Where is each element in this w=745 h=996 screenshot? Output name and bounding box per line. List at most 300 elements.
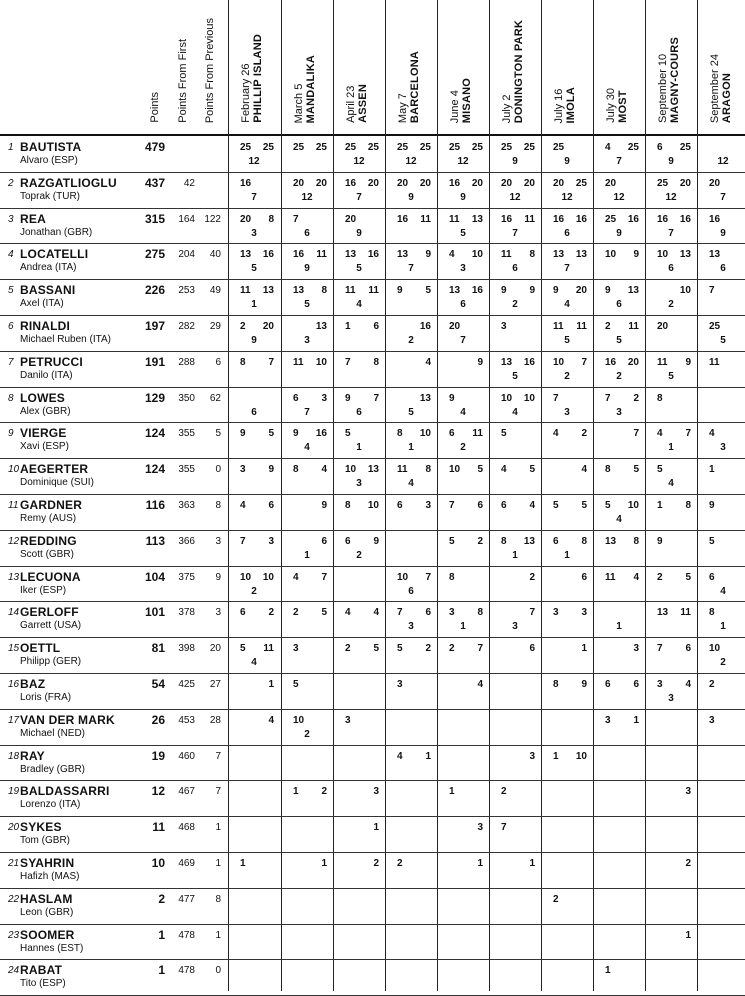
race1-points: 8 xyxy=(397,428,403,440)
points-from-previous: 49 xyxy=(209,285,221,297)
points-from-previous: 5 xyxy=(215,428,221,440)
superpole-points: 12 xyxy=(509,191,521,203)
race1-points: 2 xyxy=(657,571,663,583)
race2-points: 13 xyxy=(523,535,535,547)
round-result-cell xyxy=(281,136,333,171)
race2-points: 7 xyxy=(477,643,483,655)
rider-first-name-nation: Hannes (EST) xyxy=(20,942,84,954)
race2-points: 7 xyxy=(373,392,379,404)
round-result-cell xyxy=(281,387,333,422)
race1-points: 10 xyxy=(397,571,409,583)
race2-points: 6 xyxy=(321,535,327,547)
round-result-cell xyxy=(333,422,385,457)
round-result-cell xyxy=(228,279,280,314)
round-result-cell xyxy=(645,566,697,601)
race1-points: 3 xyxy=(449,607,455,619)
race2-points: 16 xyxy=(575,213,587,225)
race1-points: 2 xyxy=(501,786,507,798)
race1-points: 10 xyxy=(501,392,513,404)
round-result-cell xyxy=(437,959,489,994)
rider-points: 315 xyxy=(144,211,165,226)
race2-points: 9 xyxy=(529,285,535,297)
race1-points: 3 xyxy=(657,679,663,690)
points-from-previous: 6 xyxy=(215,356,221,368)
round-result-cell xyxy=(541,136,593,171)
superpole-points: 2 xyxy=(304,728,310,740)
round-result-cell xyxy=(645,852,697,887)
superpole-points: 4 xyxy=(564,299,570,311)
race2-points: 1 xyxy=(477,858,483,869)
round-result-cell xyxy=(541,279,593,314)
round-name: DONINGTON PARK xyxy=(513,19,525,123)
round-result-cell xyxy=(385,959,437,994)
rider-first-name-nation: Michael Ruben (ITA) xyxy=(20,334,111,345)
points-from-first: 366 xyxy=(178,535,195,547)
round-result-cell xyxy=(697,745,745,780)
round-result-cell xyxy=(593,888,645,923)
table-row xyxy=(0,387,745,423)
round-result-cell xyxy=(697,637,745,672)
round-name: IMOLA xyxy=(565,86,577,123)
race2-points: 5 xyxy=(685,571,691,583)
round-result-cell xyxy=(541,208,593,243)
points-from-first: 425 xyxy=(178,679,195,690)
race1-points: 11 xyxy=(293,356,304,368)
race2-points: 5 xyxy=(268,428,274,440)
race1-points: 6 xyxy=(657,142,663,153)
round-result-cell xyxy=(593,422,645,457)
race1-points: 9 xyxy=(657,535,663,547)
rider-first-name-nation: Tito (ESP) xyxy=(20,978,66,990)
race1-points: 7 xyxy=(397,607,403,619)
race2-points: 13 xyxy=(367,464,379,476)
superpole-points: 6 xyxy=(251,406,257,418)
round-name: MOST xyxy=(617,90,629,123)
rider-position: 9 xyxy=(8,428,14,440)
race1-points: 6 xyxy=(605,679,611,690)
round-result-cell xyxy=(385,422,437,457)
round-result-cell xyxy=(281,494,333,529)
race2-points: 5 xyxy=(425,285,431,297)
race2-points: 13 xyxy=(627,285,639,297)
points-from-previous: 1 xyxy=(215,822,221,834)
table-row xyxy=(0,351,745,387)
race2-points: 8 xyxy=(425,464,431,476)
race1-points: 3 xyxy=(397,679,403,690)
round-result-cell xyxy=(697,816,745,851)
round-header xyxy=(605,88,629,123)
round-result-cell xyxy=(541,351,593,386)
race1-points: 25 xyxy=(345,142,357,153)
round-name: MISANO xyxy=(461,77,473,123)
race2-points: 8 xyxy=(633,535,639,547)
race2-points: 25 xyxy=(419,142,431,153)
rider-last-name: REDDING xyxy=(20,533,77,548)
round-result-cell xyxy=(385,709,437,744)
race1-points: 5 xyxy=(345,428,351,440)
round-result-cell xyxy=(489,136,541,171)
round-result-cell xyxy=(541,601,593,636)
table-row xyxy=(0,745,745,781)
points-from-first: 355 xyxy=(178,464,195,476)
round-result-cell xyxy=(541,172,593,207)
race1-points: 11 xyxy=(240,285,251,297)
race1-points: 5 xyxy=(553,500,559,511)
round-result-cell xyxy=(489,601,541,636)
round-result-cell xyxy=(489,673,541,708)
rider-position: 1 xyxy=(8,142,14,153)
superpole-points: 4 xyxy=(356,299,362,311)
rider-points: 12 xyxy=(151,784,165,799)
round-date: June 4 xyxy=(449,89,461,123)
race2-points: 3 xyxy=(425,500,431,511)
race1-points: 10 xyxy=(657,249,669,261)
round-result-cell xyxy=(281,673,333,708)
superpole-points: 3 xyxy=(564,406,570,418)
round-result-cell xyxy=(489,208,541,243)
superpole-points: 1 xyxy=(668,442,674,454)
points-from-previous-column-header: Points From Previous xyxy=(204,17,216,123)
race2-points: 25 xyxy=(523,142,535,153)
round-result-cell xyxy=(541,422,593,457)
rider-first-name-nation: Philipp (GER) xyxy=(20,656,82,668)
round-result-cell xyxy=(437,422,489,457)
round-result-cell xyxy=(385,780,437,815)
round-result-cell xyxy=(333,745,385,780)
round-result-cell xyxy=(489,387,541,422)
rider-last-name: SOOMER xyxy=(20,927,75,942)
superpole-points: 3 xyxy=(460,263,466,275)
race2-points: 3 xyxy=(685,786,691,798)
round-date: July 16 xyxy=(553,88,565,123)
superpole-points: 12 xyxy=(613,191,625,203)
race2-points: 10 xyxy=(419,428,431,440)
round-result-cell xyxy=(385,852,437,887)
round-result-cell xyxy=(281,852,333,887)
race2-points: 10 xyxy=(679,285,691,297)
rider-last-name: LOWES xyxy=(20,390,65,405)
round-result-cell xyxy=(593,243,645,278)
race2-points: 1 xyxy=(268,679,274,690)
round-result-cell xyxy=(645,530,697,565)
points-from-previous: 122 xyxy=(204,213,221,225)
race2-points: 13 xyxy=(471,213,483,225)
race1-points: 9 xyxy=(501,285,507,297)
race1-points: 2 xyxy=(240,321,246,332)
round-result-cell xyxy=(281,745,333,780)
rider-position: 12 xyxy=(8,535,20,547)
race1-points: 20 xyxy=(501,177,513,189)
rider-position: 23 xyxy=(8,929,20,941)
round-name: MANDALIKA xyxy=(305,54,317,123)
superpole-points: 5 xyxy=(251,263,257,275)
points-from-previous: 20 xyxy=(209,643,221,655)
rider-points: 191 xyxy=(144,354,165,369)
round-result-cell xyxy=(228,780,280,815)
round-result-cell xyxy=(593,959,645,994)
race1-points: 4 xyxy=(553,428,559,440)
points-from-previous: 3 xyxy=(215,607,221,619)
race1-points: 3 xyxy=(553,607,559,619)
rider-points: 275 xyxy=(144,247,165,262)
race2-points: 4 xyxy=(321,464,327,476)
race1-points: 16 xyxy=(240,177,252,189)
race2-points: 8 xyxy=(685,500,691,511)
points-column-header: Points xyxy=(149,92,161,123)
points-from-first: 363 xyxy=(178,500,195,511)
round-result-cell xyxy=(489,637,541,672)
race1-points: 1 xyxy=(657,500,663,511)
round-result-cell xyxy=(437,637,489,672)
superpole-points: 1 xyxy=(356,442,362,454)
superpole-points: 3 xyxy=(616,406,622,418)
round-result-cell xyxy=(489,924,541,959)
table-row xyxy=(0,852,745,888)
race2-points: 20 xyxy=(575,285,587,297)
round-result-cell xyxy=(697,315,745,350)
superpole-points: 6 xyxy=(564,227,570,239)
table-row xyxy=(0,243,745,279)
rider-first-name-nation: Jonathan (GBR) xyxy=(20,226,93,238)
rider-last-name: RAY xyxy=(20,748,45,763)
round-result-cell xyxy=(385,315,437,350)
round-result-cell xyxy=(228,709,280,744)
round-result-cell xyxy=(697,208,745,243)
race1-points: 2 xyxy=(553,893,559,905)
round-result-cell xyxy=(697,530,745,565)
race2-points: 8 xyxy=(321,285,327,297)
race2-points: 25 xyxy=(679,142,691,153)
race2-points: 9 xyxy=(321,500,327,511)
round-result-cell xyxy=(281,816,333,851)
superpole-points: 12 xyxy=(353,156,365,167)
round-result-cell xyxy=(437,315,489,350)
rider-first-name-nation: Scott (GBR) xyxy=(20,548,74,560)
round-result-cell xyxy=(437,924,489,959)
round-result-cell xyxy=(228,351,280,386)
rider-position: 21 xyxy=(8,858,20,869)
superpole-points: 12 xyxy=(665,191,677,203)
superpole-points: 5 xyxy=(408,406,414,418)
race1-points: 1 xyxy=(449,786,455,798)
round-result-cell xyxy=(437,136,489,171)
rider-first-name-nation: Michael (NED) xyxy=(20,727,86,739)
race1-points: 9 xyxy=(293,428,299,440)
race2-points: 25 xyxy=(262,142,274,153)
race2-points: 2 xyxy=(477,535,483,547)
round-result-cell xyxy=(593,458,645,493)
rider-points: 1 xyxy=(158,963,165,978)
round-result-cell xyxy=(437,816,489,851)
round-date: September 24 xyxy=(709,53,721,123)
rider-points: 124 xyxy=(144,462,165,477)
superpole-points: 7 xyxy=(356,191,362,203)
round-result-cell xyxy=(645,745,697,780)
superpole-points: 7 xyxy=(512,227,518,239)
round-header xyxy=(345,84,369,123)
round-result-cell xyxy=(333,852,385,887)
round-name: ARAGON xyxy=(721,72,733,123)
superpole-points: 3 xyxy=(356,478,362,490)
race1-points: 5 xyxy=(657,464,663,476)
rider-points: 19 xyxy=(151,748,165,763)
round-result-cell xyxy=(697,924,745,959)
round-result-cell xyxy=(281,888,333,923)
superpole-points: 4 xyxy=(408,478,414,490)
race1-points: 1 xyxy=(240,858,246,869)
race1-points: 10 xyxy=(293,714,305,726)
round-result-cell xyxy=(489,351,541,386)
rider-position: 15 xyxy=(8,643,20,655)
rider-first-name-nation: Andrea (ITA) xyxy=(20,262,77,274)
table-row xyxy=(0,601,745,637)
rider-position: 16 xyxy=(8,679,20,690)
round-result-cell xyxy=(281,315,333,350)
race2-points: 5 xyxy=(477,464,483,476)
round-result-cell xyxy=(437,852,489,887)
round-result-cell xyxy=(645,422,697,457)
round-result-cell xyxy=(541,959,593,994)
race1-points: 6 xyxy=(553,535,559,547)
round-header xyxy=(709,54,733,123)
table-row xyxy=(0,924,745,960)
race2-points: 2 xyxy=(581,428,587,440)
superpole-points: 7 xyxy=(460,335,466,346)
rider-first-name-nation: Loris (FRA) xyxy=(20,692,72,703)
rider-first-name-nation: Leon (GBR) xyxy=(20,906,74,918)
points-from-first: 478 xyxy=(178,929,195,941)
superpole-points: 7 xyxy=(668,227,674,239)
round-result-cell xyxy=(541,888,593,923)
points-from-first: 164 xyxy=(178,213,195,225)
superpole-points: 5 xyxy=(720,335,726,346)
round-result-cell xyxy=(697,601,745,636)
round-name: PHILLIP ISLAND xyxy=(252,34,264,123)
round-result-cell xyxy=(437,530,489,565)
race2-points: 3 xyxy=(268,535,274,547)
round-header xyxy=(240,34,264,123)
race2-points: 3 xyxy=(373,786,379,798)
round-result-cell xyxy=(385,136,437,171)
points-from-first: 355 xyxy=(178,428,195,440)
round-result-cell xyxy=(228,172,280,207)
round-result-cell xyxy=(385,745,437,780)
race2-points: 6 xyxy=(633,679,639,690)
round-result-cell xyxy=(593,315,645,350)
rider-last-name: BAUTISTA xyxy=(20,140,82,154)
race2-points: 5 xyxy=(529,464,535,476)
race2-points: 6 xyxy=(268,500,274,511)
race1-points: 2 xyxy=(345,643,351,655)
round-result-cell xyxy=(228,458,280,493)
race2-points: 2 xyxy=(529,571,535,583)
round-date: July 2 xyxy=(501,94,513,123)
round-result-cell xyxy=(333,888,385,923)
race2-points: 11 xyxy=(576,321,587,332)
race2-points: 6 xyxy=(685,643,691,655)
race1-points: 11 xyxy=(709,356,720,368)
round-result-cell xyxy=(385,566,437,601)
superpole-points: 3 xyxy=(251,227,257,239)
round-result-cell xyxy=(333,601,385,636)
round-result-cell xyxy=(697,387,745,422)
race1-points: 16 xyxy=(605,356,617,368)
round-result-cell xyxy=(228,745,280,780)
round-result-cell xyxy=(541,243,593,278)
round-result-cell xyxy=(593,673,645,708)
rider-position: 10 xyxy=(8,464,20,476)
round-header xyxy=(397,51,421,123)
race1-points: 16 xyxy=(709,213,721,225)
race1-points: 5 xyxy=(397,643,403,655)
round-result-cell xyxy=(489,888,541,923)
superpole-points: 4 xyxy=(616,514,622,525)
race2-points: 11 xyxy=(524,213,535,225)
round-result-cell xyxy=(333,924,385,959)
round-result-cell xyxy=(228,959,280,994)
round-result-cell xyxy=(697,279,745,314)
race2-points: 11 xyxy=(680,607,691,619)
race1-points: 2 xyxy=(709,679,715,690)
round-result-cell xyxy=(333,530,385,565)
race2-points: 4 xyxy=(477,679,483,690)
race1-points: 3 xyxy=(345,714,351,726)
rider-last-name: BALDASSARRI xyxy=(20,784,110,799)
race2-points: 6 xyxy=(477,500,483,511)
superpole-points: 6 xyxy=(408,585,414,597)
rider-points: 54 xyxy=(151,677,165,691)
race1-points: 8 xyxy=(345,500,351,511)
race1-points: 4 xyxy=(345,607,351,619)
round-result-cell xyxy=(489,816,541,851)
superpole-points: 9 xyxy=(564,156,570,167)
round-result-cell xyxy=(541,494,593,529)
points-from-previous: 40 xyxy=(209,249,221,261)
round-result-cell xyxy=(385,279,437,314)
round-result-cell xyxy=(437,387,489,422)
race1-points: 25 xyxy=(709,321,721,332)
round-header xyxy=(501,20,525,123)
race2-points: 6 xyxy=(581,571,587,583)
race2-points: 3 xyxy=(321,392,327,404)
rider-first-name-nation: Axel (ITA) xyxy=(20,298,64,310)
race1-points: 10 xyxy=(605,249,617,261)
race1-points: 11 xyxy=(657,356,668,368)
round-result-cell xyxy=(541,387,593,422)
rider-points: 226 xyxy=(144,283,165,298)
race2-points: 5 xyxy=(373,643,379,655)
round-result-cell xyxy=(593,494,645,529)
round-result-cell xyxy=(645,351,697,386)
round-result-cell xyxy=(645,494,697,529)
points-from-previous: 29 xyxy=(209,321,221,332)
race2-points: 7 xyxy=(685,428,691,440)
rider-position: 13 xyxy=(8,571,20,583)
superpole-points: 6 xyxy=(668,263,674,275)
race2-points: 20 xyxy=(627,356,639,368)
points-from-first: 282 xyxy=(178,321,195,332)
race2-points: 7 xyxy=(633,428,639,440)
round-result-cell xyxy=(541,673,593,708)
round-result-cell xyxy=(489,780,541,815)
round-result-cell xyxy=(541,709,593,744)
round-date: March 5 xyxy=(293,83,305,123)
round-result-cell xyxy=(333,780,385,815)
superpole-points: 9 xyxy=(720,227,726,239)
round-result-cell xyxy=(697,422,745,457)
round-result-cell xyxy=(385,924,437,959)
superpole-points: 2 xyxy=(460,442,466,454)
